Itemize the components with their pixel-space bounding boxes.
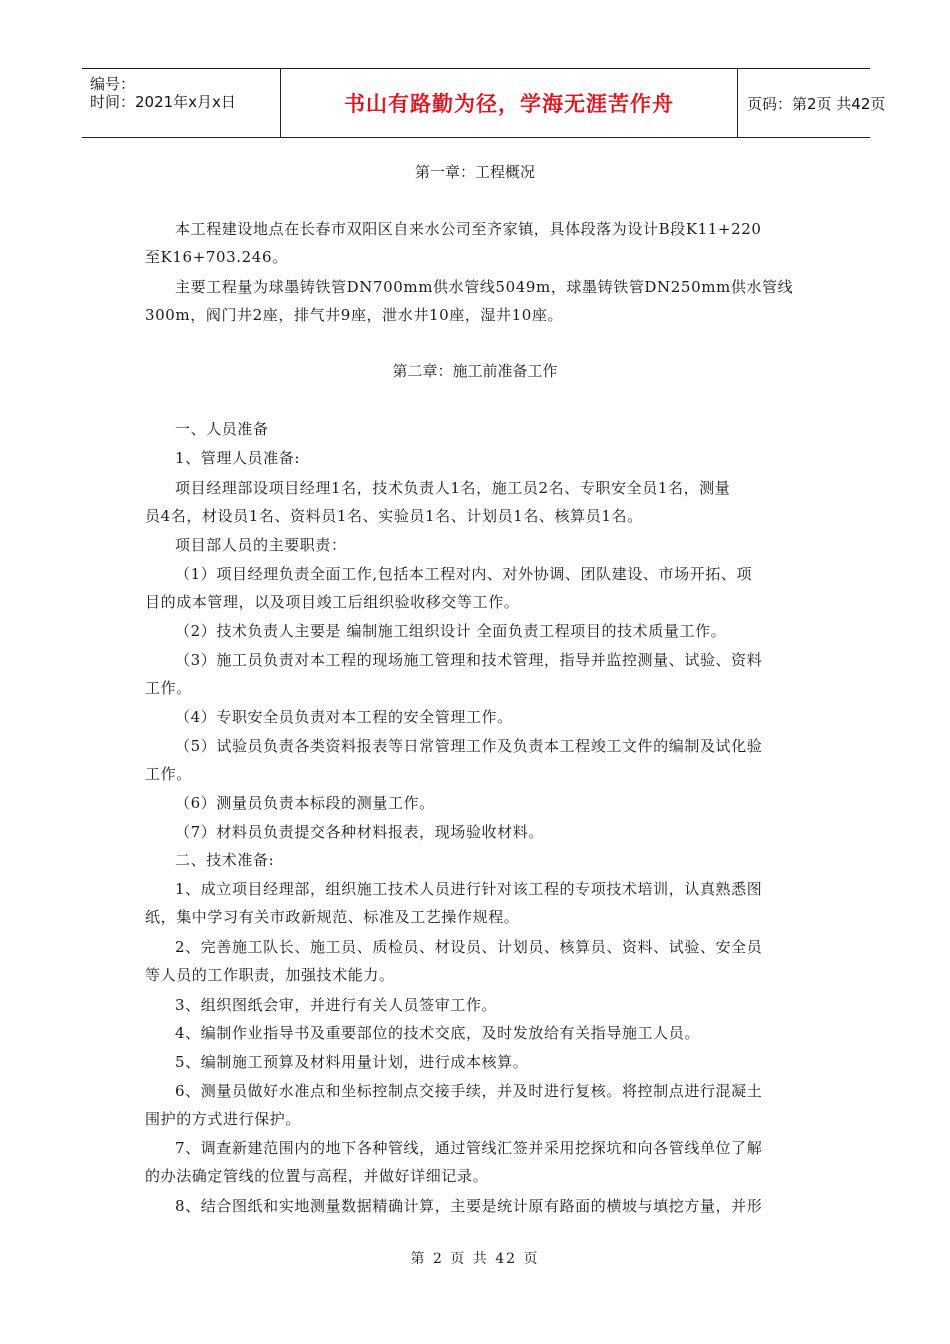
body-line: 员4名，材设员1名、资料员1名、实验员1名、计划员1名、核算员1名。 [145,507,643,525]
document-date-label: 时间：2021年x月x日 [90,93,236,111]
chapter2-title: 第二章：施工前准备工作 [392,362,558,380]
header-page-cell [739,69,886,137]
body-line: 3、组织图纸会审，并进行有关人员签审工作。 [175,996,498,1014]
body-line: 工作。 [145,765,192,783]
body-line: 5、编制施工预算及材料用量计划，进行成本核算。 [175,1053,529,1071]
document-number-label: 编号： [90,75,136,93]
body-line: （3）施工员负责对本工程的现场施工管理和技术管理，指导并监控测量、试验、资料 [175,651,763,669]
page-footer: 第 2 页 共 42 页 [410,1251,540,1267]
document-header-table [82,68,886,138]
chapter1-title: 第一章：工程概况 [414,163,535,181]
body-line: （4）专职安全员负责对本工程的安全管理工作。 [175,708,513,726]
section-heading: 二、技术准备: [175,851,275,869]
body-line: 至K16+703.246。 [145,248,288,266]
body-line: 1、成立项目经理部，组织施工技术人员进行针对该工程的专项技术培训，认真熟悉图 [175,880,763,898]
body-line: 主要工程量为球墨铸铁管DN700mm供水管线5049m，球墨铸铁管DN250mm供水管线 [175,278,794,296]
body-line: （5）试验员负责各类资料报表等日常管理工作及负责本工程竣工文件的编制及试化验 [175,737,763,755]
body-line: 等人员的工作职责，加强技术能力。 [145,966,395,984]
header-motto-cell [281,69,738,137]
body-line: 4、编制作业指导书及重要部位的技术交底，及时发放给有关指导施工人员。 [175,1024,700,1042]
header-page-number: 页码：第2页 共42页 [747,94,886,113]
body-line: 本工程建设地点在长春市双阳区自来水公司至齐家镇，具体段落为设计B段K11+220 [175,220,762,238]
body-line: 300m，阀门井2座，排气井9座，泄水井10座，湿井10座。 [145,306,564,324]
header-motto: 书山有路勤为径，学海无涯苦作舟 [344,92,674,116]
body-line: 项目部人员的主要职责： [175,536,347,554]
body-line: 的办法确定管线的位置与高程，并做好详细记录。 [145,1167,489,1185]
body-line: 目的成本管理，以及项目竣工后组织验收移交等工作。 [145,593,520,611]
body-line: 2、完善施工队长、施工员、质检员、材设员、计划员、核算员、资料、试验、安全员 [175,938,763,956]
body-line: 围护的方式进行保护。 [145,1110,302,1128]
body-line: 工作。 [145,679,192,697]
body-line: 8、结合图纸和实地测量数据精确计算，主要是统计原有路面的横坡与填挖方量，并形 [175,1197,763,1215]
header-meta-cell [82,69,281,137]
section-heading: 一、人员准备 [175,420,269,438]
body-line: （6）测量员负责本标段的测量工作。 [175,794,435,812]
body-line: （7）材料员负责提交各种材料报表，现场验收材料。 [175,823,544,841]
body-line: （1）项目经理负责全面工作,包括本工程对内、对外协调、团队建设、市场开拓、项 [175,565,753,583]
body-line: 6、测量员做好水准点和坐标控制点交接手续，并及时进行复核。将控制点进行混凝土 [175,1082,763,1100]
body-line: 项目经理部设项目经理1名，技术负责人1名，施工员2名、专职安全员1名，测量 [175,479,731,497]
body-line: 7、调查新建范围内的地下各种管线，通过管线汇签并采用挖探坑和向各管线单位了解 [175,1139,763,1157]
body-line: （2）技术负责人主要是 编制施工组织设计 全面负责工程项目的技术质量工作。 [175,622,727,640]
subsection-heading: 1、管理人员准备: [175,449,300,467]
body-line: 纸，集中学习有关市政新规范、标准及工艺操作规程。 [145,908,520,926]
